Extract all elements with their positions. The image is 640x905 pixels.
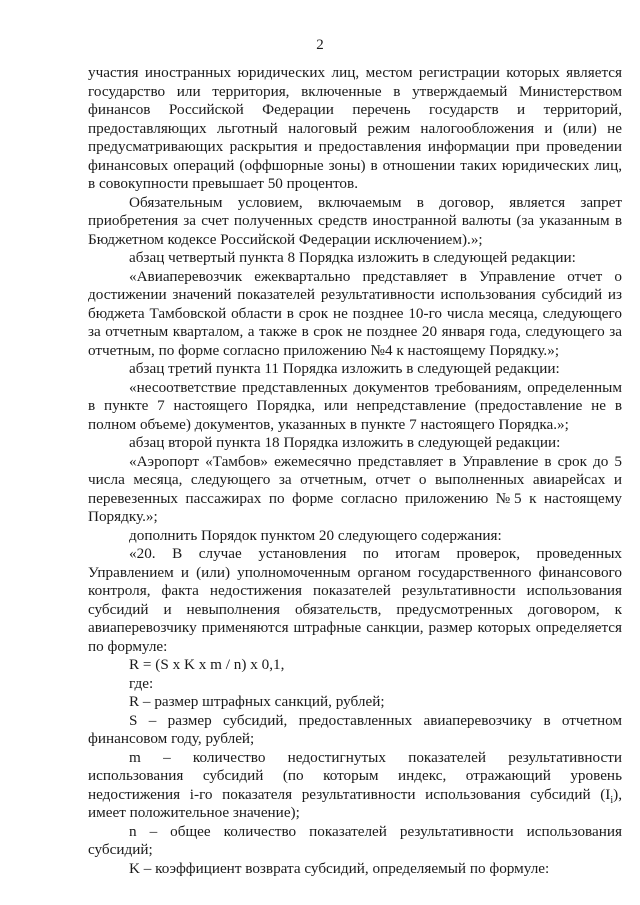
definition-m-tail: ), имеет положительное значение); bbox=[88, 785, 622, 821]
paragraph-amend-item-8: абзац четвертый пункта 8 Порядка изложить в следующей редакции: bbox=[129, 249, 576, 266]
definition-s: S – размер субсидий, предоставленных авиаперевозчику в отчетном финансовом году, рублей; bbox=[88, 711, 622, 747]
definition-r: R – размер штрафных санкций, рублей; bbox=[129, 693, 385, 710]
definition-m bbox=[88, 749, 622, 823]
definition-k: K – коэффициент возврата субсидий, определяемый по формуле: bbox=[129, 859, 550, 877]
paragraph-item-18-text: «Аэропорт «Тамбов» ежемесячно представляет в Управление в срок до 5 числа месяца, следующего за отчетным, отчет о выполненных авиарейсах и перевезенных пассажирах по форме согласно приложению №5 к настоящему Порядку.»; bbox=[88, 452, 622, 525]
paragraph-item-20-text: «20. В случае установления по итогам проверок, проведенных Управлением и (или) уполномоченным органом государственного финансового контроля, факта недостижения показателей результативности использования субсидий и невыполнения обязательств, предусмотренных договором, к авиаперевозчику применяются штрафные санкции, размер которых определяется по формуле: bbox=[88, 545, 622, 655]
paragraph-amend-item-18: абзац второй пункта 18 Порядка изложить в следующей редакции: bbox=[129, 434, 561, 451]
definition-n: n – общее количество показателей результативности использования субсидий; bbox=[88, 822, 622, 858]
definition-m-text: m – количество недостигнутых показателей результативности использования субсидий (по которым индекс, отражающий уровень недостижения i-го показателя результативности использования субсидий (I bbox=[88, 748, 622, 803]
formula-where: где: bbox=[129, 674, 154, 692]
paragraph-offshore-continuation: участия иностранных юридических лиц, местом регистрации которых является государство или территория, включенные в утверждаемый Министерством финансов Российской Федерации перечень государств и территорий, предоставляющих льготный налоговый режим налогообложения и (или) не предусматривающих раскрытия и предоставления информации при проведении финансовых операций (оффшорные зоны) в отношении таких юридических лиц, в совокупности превышает 50 процентов. bbox=[88, 64, 622, 192]
page-number: 2 bbox=[316, 37, 324, 53]
document-body bbox=[88, 64, 622, 878]
paragraph-item-11-text: «несоответствие представленных документов требованиям, определенным в пункте 7 настоящего Порядка, или непредставление (предоставление не в полном объеме) документов, указанных в пункте 7 настоящего Порядка.»; bbox=[88, 378, 622, 433]
formula-r: R = (S x K x m / n) x 0,1, bbox=[129, 656, 285, 673]
paragraph-currency-condition: Обязательным условием, включаемым в договор, является запрет приобретения за счет полученных средств иностранной валюты (за указанным в Бюджетном кодексе Российской Федерации исключением).»; bbox=[88, 193, 622, 248]
paragraph-amend-item-11: абзац третий пункта 11 Порядка изложить в следующей редакции: bbox=[129, 360, 560, 377]
paragraph-add-item-20: дополнить Порядок пунктом 20 следующего содержания: bbox=[129, 526, 502, 544]
subscript-i: i bbox=[610, 794, 614, 806]
paragraph-item-8-text: «Авиаперевозчик ежеквартально представляет в Управление отчет о достижении значений показателей результативности использования субсидий из бюджета Тамбовской области в срок не позднее 10-го числа месяца, следующего за отчетным кварталом, а также в срок не позднее 20 января года, следующего за отчетным, по форме согласно приложению №4 к настоящему Порядку.»; bbox=[88, 267, 622, 359]
